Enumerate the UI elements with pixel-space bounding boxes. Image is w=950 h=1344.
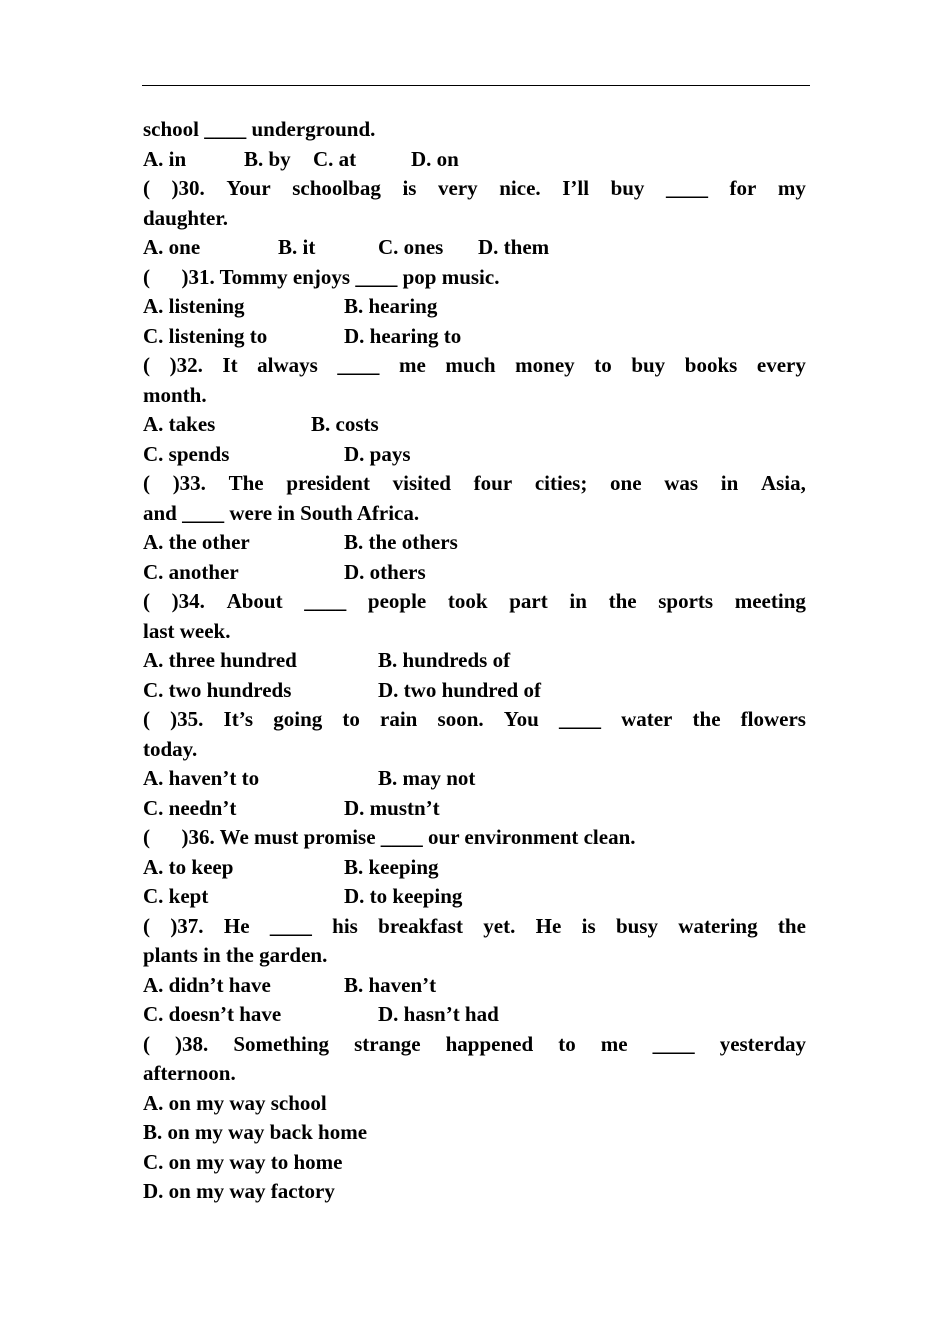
- stem-word: yesterday: [719, 1031, 806, 1056]
- stem-word: in: [720, 471, 739, 495]
- stem-word: for: [729, 176, 757, 200]
- answer-blank: ____: [652, 1031, 695, 1056]
- option-b: B. haven’t: [344, 972, 437, 997]
- option-c: C. another: [143, 559, 239, 584]
- stem-word: strange: [354, 1031, 421, 1056]
- option-c: C. doesn’t have: [143, 1002, 282, 1026]
- stem-word: in: [569, 589, 587, 613]
- question-36-stem: ( )36. We must promise ____ our environment clean.: [143, 825, 636, 849]
- stem-word: water: [621, 707, 673, 731]
- option-c: C. spends: [143, 441, 230, 466]
- option-a: A. the other: [143, 530, 250, 554]
- question-33-options-row2: [143, 558, 806, 588]
- stem-word: to: [342, 707, 360, 731]
- stem-word: About: [226, 589, 283, 613]
- question-32-stem: [143, 351, 806, 381]
- question-31-options-row2: [143, 322, 806, 352]
- question-32-stem-line2: month.: [143, 382, 207, 407]
- stem-word: took: [447, 589, 488, 613]
- question-31-stem: ( )31. Tommy enjoys ____ pop music.: [143, 264, 500, 289]
- stem-word: )37.: [170, 913, 204, 938]
- worksheet-page: [143, 115, 806, 1207]
- question-35-stem-line2: today.: [143, 736, 198, 761]
- stem-word: the: [608, 589, 637, 613]
- stem-word: always: [257, 353, 318, 377]
- stem-word: (: [143, 707, 150, 731]
- question-30-stem-line2: daughter.: [143, 205, 228, 230]
- stem-word: sports: [658, 589, 714, 613]
- stem-word: happened: [445, 1031, 534, 1056]
- question-33-stem: [143, 469, 806, 499]
- option-d: D. two hundred of: [378, 677, 541, 702]
- stem-word: breakfast: [378, 913, 463, 938]
- option-b: B. keeping: [344, 854, 439, 879]
- question-34-options-row2: [143, 676, 806, 706]
- option-b: B. it: [278, 235, 316, 259]
- stem-word: )30.: [171, 176, 205, 200]
- answer-blank: ____: [558, 707, 601, 731]
- question-33-stem-line2: and ____ were in South Africa.: [143, 500, 420, 525]
- option-d: D. on: [411, 146, 459, 171]
- question-stem-continuation: school ____ underground.: [143, 117, 376, 141]
- answer-blank: ____: [269, 913, 312, 938]
- option-a: A. haven’t to: [143, 766, 260, 790]
- option-a: A. three hundred: [143, 648, 297, 672]
- stem-word: )32.: [169, 353, 203, 377]
- stem-word: cities;: [534, 471, 588, 495]
- question-37-stem: [143, 912, 806, 942]
- stem-word: meeting: [734, 589, 806, 613]
- stem-word: Asia,: [760, 471, 806, 495]
- option-d: D. others: [344, 559, 426, 584]
- option-d: D. hasn’t had: [378, 1002, 499, 1026]
- question-32-options-row2: [143, 440, 806, 470]
- stem-word: going: [273, 707, 323, 731]
- stem-word: buy: [610, 176, 645, 200]
- stem-word: very: [438, 176, 478, 200]
- question-31-options-row1: [143, 292, 806, 322]
- option-d: D. to keeping: [344, 884, 463, 908]
- stem-word: (: [143, 176, 150, 200]
- header-rule: [142, 85, 810, 86]
- question-35-options-row2: [143, 794, 806, 824]
- option-b: B. hearing: [344, 294, 438, 318]
- stem-word: It’s: [223, 707, 254, 731]
- answer-blank: ____: [304, 589, 347, 613]
- stem-word: yet.: [483, 913, 516, 938]
- option-c: C. kept: [143, 884, 209, 908]
- stem-word: my: [777, 176, 806, 200]
- answer-blank: ____: [337, 353, 380, 377]
- stem-word: I’ll: [562, 176, 590, 200]
- stem-word: was: [664, 471, 699, 495]
- stem-word: one: [610, 471, 642, 495]
- option-b: B. costs: [311, 412, 379, 436]
- question-37-options-row1: [143, 971, 806, 1001]
- stem-word: It: [222, 353, 238, 377]
- question-30-options: [143, 233, 806, 263]
- option-c: C. on my way to home: [143, 1149, 343, 1174]
- question-34-stem: [143, 587, 806, 617]
- stem-word: Your: [226, 176, 271, 200]
- stem-word: part: [509, 589, 548, 613]
- option-c: C. ones: [378, 235, 444, 259]
- option-b: B. the others: [344, 530, 458, 554]
- question-38-stem-line2: afternoon.: [143, 1061, 236, 1085]
- stem-word: soon.: [437, 707, 484, 731]
- option-a: A. in: [143, 146, 187, 171]
- stem-word: the: [692, 707, 721, 731]
- option-b: B. on my way back home: [143, 1120, 368, 1144]
- stem-word: (: [143, 353, 150, 377]
- stem-word: )35.: [170, 707, 204, 731]
- stem-word: his: [332, 913, 358, 938]
- stem-word: flowers: [740, 707, 806, 731]
- stem-word: me: [399, 353, 426, 377]
- stem-word: every: [756, 353, 806, 377]
- stem-word: president: [286, 471, 370, 495]
- stem-word: is: [402, 176, 417, 200]
- stem-word: to: [594, 353, 612, 377]
- stem-word: me: [600, 1031, 628, 1056]
- option-a: A. listening: [143, 294, 245, 318]
- stem-word: the: [777, 913, 806, 938]
- question-32-options-row1: [143, 410, 806, 440]
- option-c: C. listening to: [143, 323, 268, 348]
- answer-blank: ____: [665, 176, 708, 200]
- stem-word: is: [581, 913, 596, 938]
- stem-word: You: [503, 707, 539, 731]
- stem-word: He: [535, 913, 562, 938]
- stem-word: people: [367, 589, 427, 613]
- stem-word: (: [143, 589, 150, 613]
- option-b: B. by: [244, 146, 291, 171]
- option-d: D. hearing to: [344, 323, 462, 348]
- stem-word: money: [515, 353, 575, 377]
- question-36-options-row2: [143, 882, 806, 912]
- stem-word: )38.: [175, 1031, 209, 1056]
- stem-word: rain: [380, 707, 418, 731]
- option-d: D. mustn’t: [344, 795, 440, 820]
- stem-word: watering: [678, 913, 758, 938]
- option-d: D. them: [478, 235, 550, 259]
- option-d: D. on my way factory: [143, 1179, 335, 1203]
- stem-word: He: [223, 913, 250, 938]
- question-37-options-row2: [143, 1000, 806, 1030]
- option-a: A. takes: [143, 412, 216, 436]
- stem-word: buy: [631, 353, 666, 377]
- stem-word: schoolbag: [292, 176, 381, 200]
- question-35-options-row1: [143, 764, 806, 794]
- option-c: C. needn’t: [143, 795, 237, 820]
- stem-word: (: [143, 913, 150, 938]
- question-36-options-row1: [143, 853, 806, 883]
- question-30-stem: [143, 174, 806, 204]
- option-a: A. on my way school: [143, 1090, 327, 1115]
- question-38-stem: [143, 1030, 806, 1060]
- stem-word: much: [445, 353, 496, 377]
- stem-word: The: [228, 471, 264, 495]
- stem-word: )34.: [171, 589, 205, 613]
- question-35-stem: [143, 705, 806, 735]
- option-a: A. didn’t have: [143, 972, 271, 997]
- stem-word: visited: [392, 471, 451, 495]
- stem-word: four: [473, 471, 513, 495]
- option-b: B. hundreds of: [378, 648, 511, 672]
- question-33-options-row1: [143, 528, 806, 558]
- option-c: C. at: [313, 146, 357, 171]
- stem-word: )33.: [172, 471, 206, 495]
- stem-word: to: [558, 1031, 576, 1056]
- question-34-options-row1: [143, 646, 806, 676]
- question-34-stem-line2: last week.: [143, 618, 231, 643]
- stem-word: books: [684, 353, 738, 377]
- stem-word: (: [143, 471, 150, 495]
- stem-word: (: [143, 1031, 150, 1056]
- stem-word: nice.: [499, 176, 541, 200]
- option-b: B. may not: [378, 766, 476, 790]
- option-d: D. pays: [344, 441, 411, 466]
- option-a: A. to keep: [143, 854, 234, 879]
- options-row: [143, 145, 806, 175]
- stem-word: busy: [615, 913, 658, 938]
- option-c: C. two hundreds: [143, 677, 292, 702]
- question-37-stem-line2: plants in the garden.: [143, 943, 328, 967]
- stem-word: Something: [233, 1031, 330, 1056]
- option-a: A. one: [143, 235, 201, 259]
